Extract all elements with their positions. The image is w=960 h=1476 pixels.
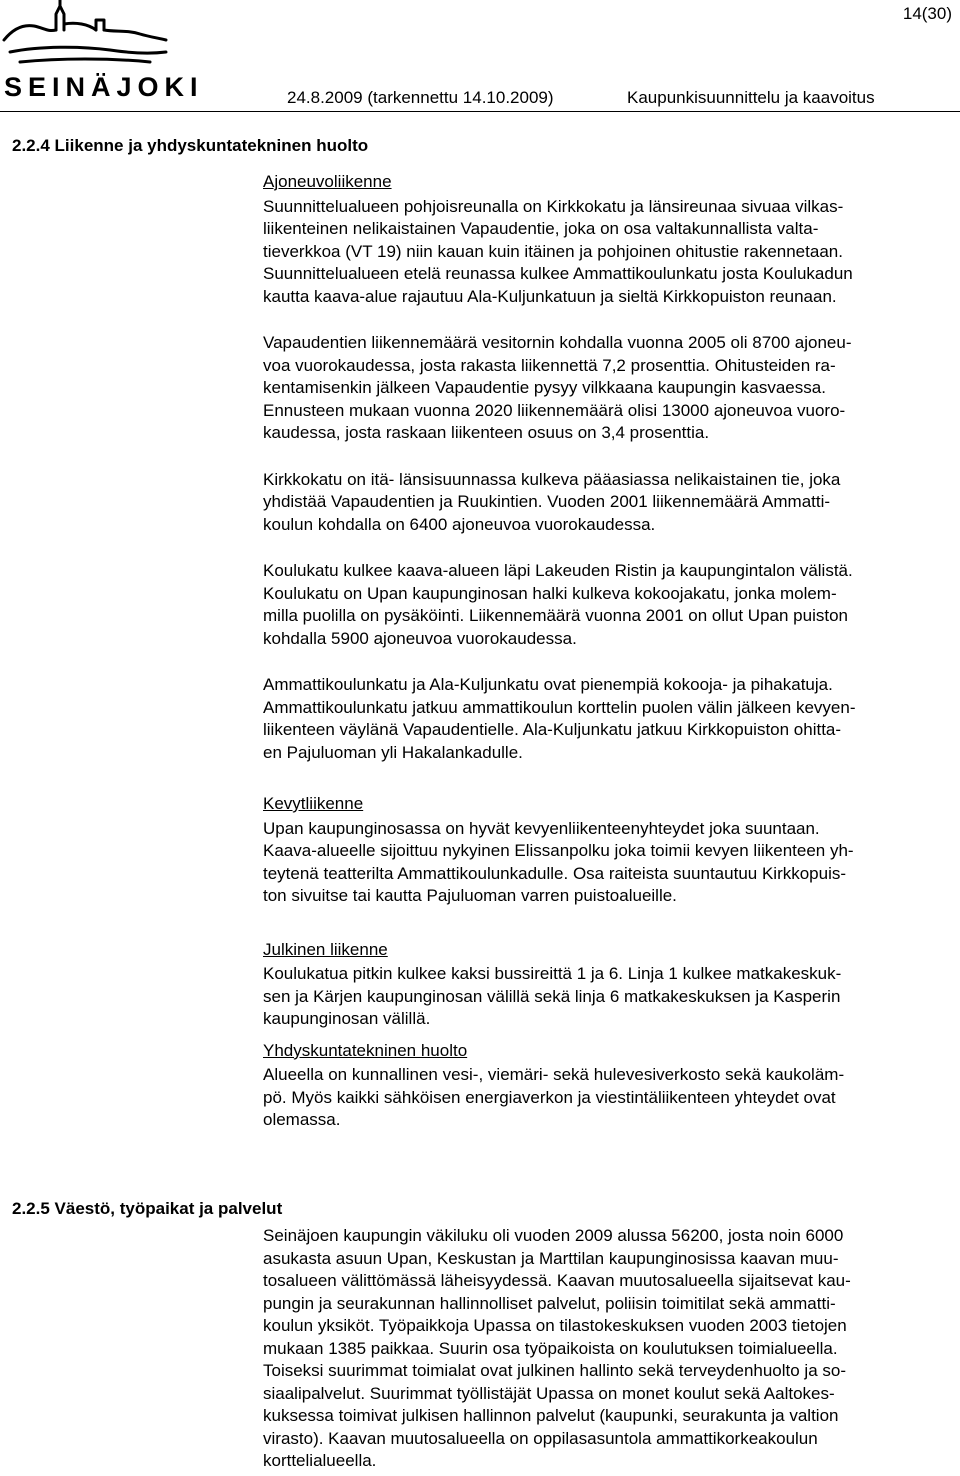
text-line: asukasta asuun Upan, Keskustan ja Marttilan kaupunginosissa kaavan muu- (263, 1248, 839, 1268)
text-line: Ammattikoulunkatu ja Ala-Kuljunkatu ovat pienempiä kokooja- ja pihakatuja. (263, 675, 833, 694)
paragraph (263, 818, 953, 908)
text-line: kaupunginosan välillä. (263, 1009, 431, 1028)
text-line: Ammattikoulunkatu jatkuu ammattikoulun korttelin puolen välin jälkeen kevyen- (263, 697, 856, 717)
text-line: kaudessa, josta raskaan liikenteen osuus on 3,4 prosenttia. (263, 423, 710, 442)
subheading-yhdyskuntatekninen-huolto: Yhdyskuntatekninen huolto (263, 1040, 468, 1060)
text-line: tieverkkoa (VT 19) niin kauan kuin itäinen ja pohjoinen ohitustie rakennetaan. (263, 241, 843, 261)
header-department: Kaupunkisuunnittelu ja kaavoitus (627, 88, 875, 107)
text-line: koulun kohdalla on 6400 ajoneuvoa vuorokaudessa. (263, 514, 656, 534)
text-line: kohdalla 5900 ajoneuvoa vuorokaudessa. (263, 628, 577, 648)
text-line: Kirkkokatu on itä- länsisuunnassa kulkeva pääasiassa nelikaistainen tie, joka (263, 469, 841, 489)
text-line: Toiseksi suurimmat toimialat ovat julkinen hallinto sekä terveydenhuolto ja so- (263, 1361, 847, 1380)
text-line: Upan kaupunginosassa on hyvät kevyenliikenteenyhteydet joka suuntaan. (263, 818, 820, 838)
text-line: olemassa. (263, 1110, 341, 1129)
page-number: 14(30) (902, 4, 952, 23)
text-line: kuksessa toimivat julkisen hallinnon palvelut (kaupunki, seurakunta ja valtion (263, 1406, 839, 1425)
text-line: voa vuorokaudessa, josta rakasta liikennettä 7,2 prosenttia. Ohitusteiden ra- (263, 355, 836, 375)
paragraph (263, 560, 953, 650)
text-line: korttelialueella. (263, 1451, 377, 1470)
text-line: Koulukatu kulkee kaava-alueen läpi Lakeuden Ristin ja kaupungintalon välistä. (263, 561, 853, 580)
text-line: Koulukatua pitkin kulkee kaksi bussireittä 1 ja 6. Linja 1 kulkee matkakeskuk- (263, 964, 842, 983)
text-line: Alueella on kunnallinen vesi-, viemäri- sekä hulevesiverkosto sekä kaukoläm- (263, 1065, 845, 1084)
text-line: Suunnittelualueen etelä reunassa kulkee Ammattikoulunkatu josta Koulukadun (263, 264, 853, 283)
paragraph (263, 469, 953, 537)
paragraph (263, 332, 953, 445)
paragraph (263, 1225, 953, 1473)
text-line: Kaava-alueelle sijoittuu nykyinen Elissanpolku joka toimii kevyen liikenteen yh- (263, 841, 854, 860)
city-skyline-logo-icon (0, 0, 170, 72)
text-line: Suunnittelualueen pohjoisreunalla on Kirkkokatu ja länsireunaa sivuaa vilkas- (263, 196, 844, 216)
subheading-kevytliikenne: Kevytliikenne (263, 794, 364, 813)
paragraph (263, 1064, 953, 1132)
city-logo-wordmark: SEINÄJOKI (4, 72, 204, 102)
text-line: ton sivuitse tai kautta Pajuluoman varren puistoalueille. (263, 886, 677, 905)
paragraph (263, 963, 953, 1031)
text-line: Koulukatu on Upan kaupunginosan halki kulkeva kokoojakatu, jonka molem- (263, 583, 837, 603)
subheading-julkinen-liikenne: Julkinen liikenne (263, 939, 388, 959)
text-line: siaalipalvelut. Suurimmat työllistäjät Upassa on monet koulut sekä Aaltokes- (263, 1383, 835, 1403)
text-line: mukaan 1385 paikkaa. Suurin osa työpaikoista on koulutuksen toimialueella. (263, 1338, 838, 1358)
text-line: koulun yksiköt. Työpaikkoja Upassa on tilastokeskuksen vuoden 2003 tietojen (263, 1316, 847, 1335)
text-line: virasto). Kaavan muutosalueella on oppilasasuntola ammattikorkeakoulun (263, 1428, 818, 1448)
text-line: en Pajuluoman yli Hakalankadulle. (263, 742, 523, 762)
text-line: Ennusteen mukaan vuonna 2020 liikennemäärä olisi 13000 ajoneuvoa vuoro- (263, 400, 846, 420)
header-date: 24.8.2009 (tarkennettu 14.10.2009) (287, 88, 554, 107)
text-line: pungin ja seurakunnan hallinnolliset palvelut, poliisin toimitilat sekä ammatti- (263, 1293, 836, 1313)
section-heading-2-2-4: 2.2.4 Liikenne ja yhdyskuntatekninen huolto (12, 136, 369, 155)
text-line: tosalueen välittömässä läheisyydessä. Kaavan muutosalueella sijaitsevat kau- (263, 1271, 851, 1290)
section-body-2-2-5 (263, 1225, 953, 1473)
section-heading-2-2-5: 2.2.5 Väestö, työpaikat ja palvelut (12, 1199, 283, 1218)
text-line: teytenä teatterilta Ammattikoulunkadulle. Osa raiteista suuntautuu Kirkkopuis- (263, 863, 847, 883)
text-line: liikenteen väylänä Vapaudentielle. Ala-Kuljunkatu jatkuu Kirkkopuiston ohitta- (263, 720, 842, 739)
text-line: pö. Myös kaikki sähköisen energiaverkon ja viestintäliikenteen yhteydet ovat (263, 1087, 836, 1107)
subheading-ajoneuvoliikenne: Ajoneuvoliikenne (263, 172, 392, 191)
header-divider (0, 111, 960, 112)
section-body-2-2-4 (263, 171, 953, 1132)
text-line: yhdistää Vapaudentien ja Ruukintien. Vuoden 2001 liikennemäärä Ammatti- (263, 492, 831, 511)
text-line: kautta kaava-alue rajautuu Ala-Kuljunkatuun ja sieltä Kirkkopuiston reunaan. (263, 286, 837, 306)
text-line: milla puolilla on pysäköinti. Liikennemäärä vuonna 2001 on ollut Upan puiston (263, 606, 848, 625)
paragraph (263, 196, 953, 309)
text-line: liikenteinen nelikaistainen Vapaudentie, joka on osa valtakunnallista valta- (263, 219, 819, 238)
paragraph (263, 674, 953, 764)
text-line: Vapaudentien liikennemäärä vesitornin kohdalla vuonna 2005 oli 8700 ajoneu- (263, 333, 852, 352)
text-line: sen ja Kärjen kaupunginosan välillä sekä linja 6 matkakeskuksen ja Kasperin (263, 986, 841, 1006)
text-line: kentamisenkin jälkeen Vapaudentie pysyy vilkkaana kaupungin kasvaessa. (263, 378, 826, 397)
text-line: Seinäjoen kaupungin väkiluku oli vuoden 2009 alussa 56200, josta noin 6000 (263, 1226, 844, 1245)
